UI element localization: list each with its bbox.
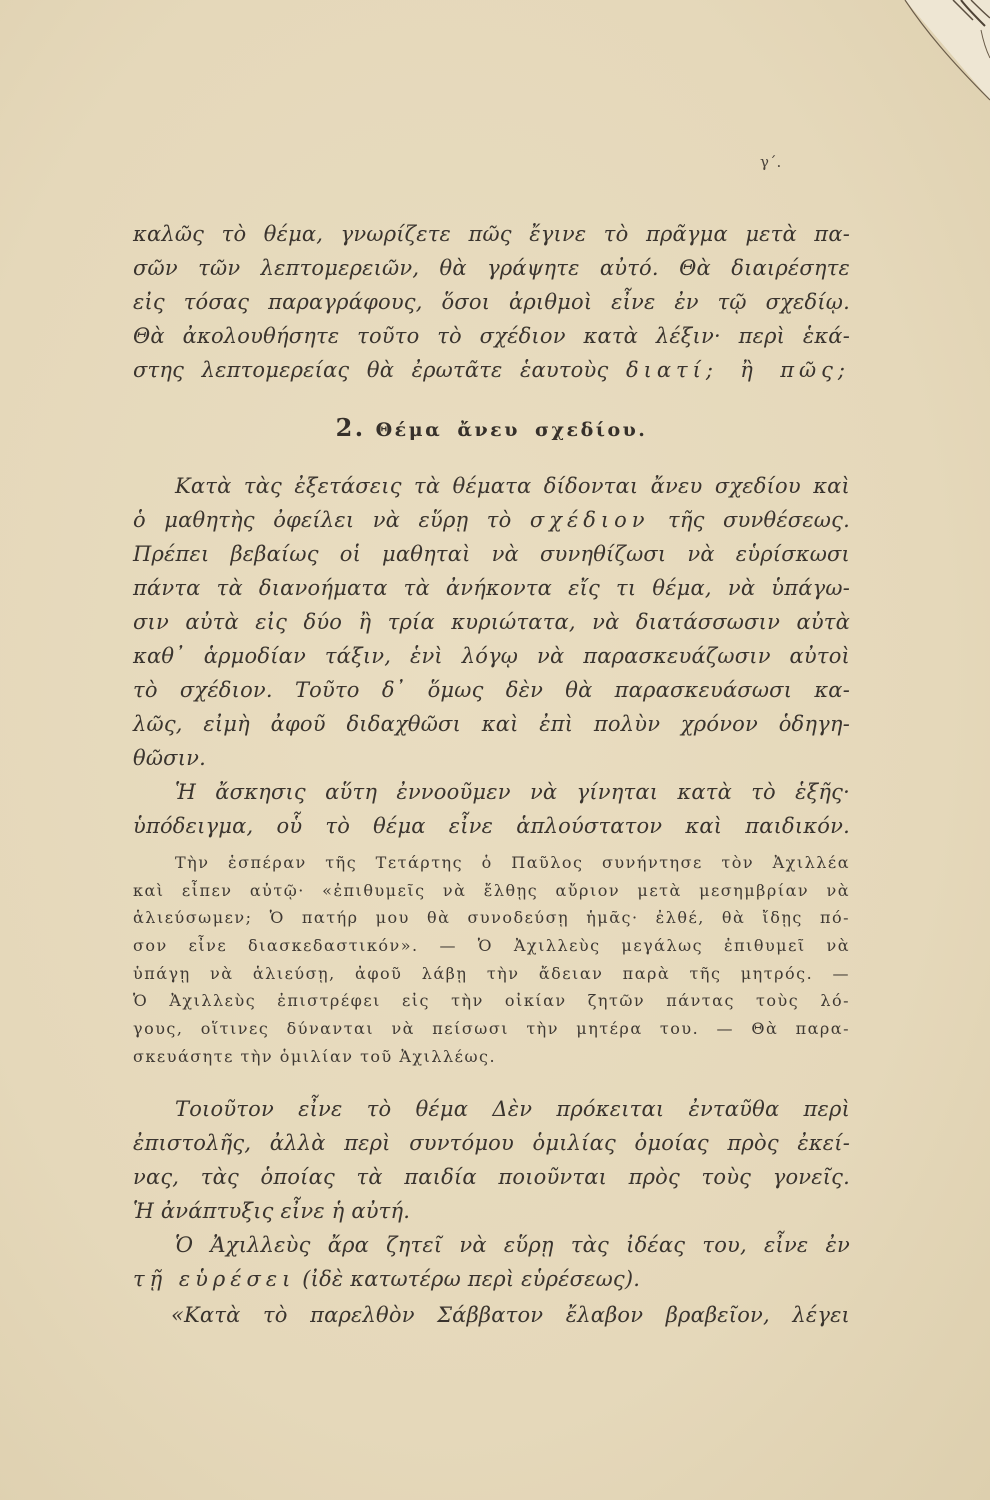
text-segment: τῆς συνθέσεως. bbox=[668, 508, 850, 532]
paragraph-3 bbox=[133, 775, 850, 843]
text-line: καὶ εἶπεν αὐτῷ· «ἐπιθυμεῖς νὰ ἔλθῃς αὔριον μετὰ μεσημβρίαν νὰ bbox=[133, 880, 850, 900]
paragraph-2 bbox=[133, 469, 850, 775]
text-line: Ἡ ἄσκησις αὕτη ἐννοοῦμεν νὰ γίνηται κατὰ τὸ ἑξῆς· bbox=[175, 780, 850, 804]
text-segment: στης λεπτομερείας θὰ ἐρωτᾶτε ἑαυτοὺς bbox=[133, 358, 609, 382]
section-title: Θέμα ἄνευ σχεδίου. bbox=[375, 419, 648, 441]
text-line: ὑπάγῃ νὰ ἁλιεύσῃ, ἀφοῦ λάβῃ τὴν ἄδειαν παρὰ τῆς μητρός. — bbox=[133, 963, 850, 983]
text-line: ἐπιστολῆς, ἀλλὰ περὶ συντόμου ὁμιλίας ὁμοίας πρὸς ἐκεί- bbox=[133, 1131, 850, 1155]
text-line bbox=[133, 1262, 850, 1296]
spaced-emphasis: διατί; ἢ πῶς; bbox=[625, 358, 850, 382]
text-line: νας, τὰς ὁποίας τὰ παιδία ποιοῦνται πρὸς τοὺς γονεῖς. bbox=[133, 1165, 850, 1189]
paragraph-1 bbox=[133, 217, 850, 387]
page-number: γ΄. bbox=[760, 153, 782, 171]
text-line: σον εἶνε διασκεδαστικόν». — Ὁ Ἀχιλλεὺς μεγάλως ἐπιθυμεῖ νὰ bbox=[133, 936, 850, 956]
paragraph-4 bbox=[133, 1092, 850, 1228]
text-line: καθ᾽ ἁρμοδίαν τάξιν, ἑνὶ λόγῳ νὰ παρασκευάζωσιν αὐτοὶ bbox=[133, 644, 850, 668]
text-line bbox=[133, 503, 850, 537]
text-line: ἁλιεύσωμεν; Ὁ πατήρ μου θὰ συνοδεύσῃ ἡμᾶς· ἐλθέ, θὰ ἴδῃς πό- bbox=[133, 908, 850, 928]
text-segment: (ἰδὲ κατωτέρω περὶ εὑρέσεως). bbox=[302, 1267, 641, 1291]
text-line: καλῶς τὸ θέμα, γνωρίζετε πῶς ἔγινε τὸ πρᾶγμα μετὰ πα- bbox=[133, 222, 850, 246]
text-line: λῶς, εἰμὴ ἀφοῦ διδαχθῶσι καὶ ἐπὶ πολὺν χρόνον ὁδηγη- bbox=[133, 712, 850, 736]
text-line: γους, οἵτινες δύνανται νὰ πείσωσι τὴν μητέρα του. — Θὰ παρα- bbox=[133, 1019, 850, 1039]
text-line: Κατὰ τὰς ἐξετάσεις τὰ θέματα δίδονται ἄνευ σχεδίου καὶ bbox=[175, 474, 850, 498]
text-line: Θὰ ἀκολουθήσητε τοῦτο τὸ σχέδιον κατὰ λέξιν· περὶ ἑκά- bbox=[133, 324, 850, 348]
text-line: πάντα τὰ διανοήματα τὰ ἀνήκοντα εἴς τι θέμα, νὰ ὑπάγω- bbox=[133, 576, 850, 600]
paragraph-6 bbox=[133, 1298, 850, 1332]
text-line: τὸ σχέδιον. Τοῦτο δ᾽ ὅμως δὲν θὰ παρασκευάσωσι κα- bbox=[133, 678, 850, 702]
text-line: Ὁ Ἀχιλλεὺς ἐπιστρέφει εἰς τὴν οἰκίαν ζητῶν πάντας τοὺς λό- bbox=[133, 991, 850, 1011]
text-line: εἰς τόσας παραγράφους, ὅσοι ἀριθμοὶ εἶνε ἐν τῷ σχεδίῳ. bbox=[133, 290, 850, 314]
text-line: «Κατὰ τὸ παρελθὸν Σάββατον ἔλαβον βραβεῖον, λέγει bbox=[171, 1303, 850, 1327]
text-line: Ἡ ἀνάπτυξις εἶνε ἡ αὐτή. bbox=[133, 1199, 411, 1223]
torn-page-corner bbox=[895, 0, 990, 110]
section-heading bbox=[133, 413, 850, 445]
example-passage bbox=[133, 849, 850, 1071]
spaced-emphasis: τῇ εὑρέσει bbox=[133, 1267, 296, 1291]
text-segment: ὁ μαθητὴς ὀφείλει νὰ εὕρῃ τὸ bbox=[133, 508, 512, 532]
text-line: θῶσιν. bbox=[133, 746, 206, 770]
text-line: Τοιοῦτον εἶνε τὸ θέμα Δὲν πρόκειται ἐνταῦθα περὶ bbox=[175, 1097, 850, 1121]
text-line: Πρέπει βεβαίως οἱ μαθηταὶ νὰ συνηθίζωσι νὰ εὑρίσκωσι bbox=[133, 542, 850, 566]
text-line: Τὴν ἑσπέραν τῆς Τετάρτης ὁ Παῦλος συνήντησε τὸν Ἀχιλλέα bbox=[175, 853, 850, 872]
paragraph-5 bbox=[133, 1228, 850, 1296]
text-line: σῶν τῶν λεπτομερειῶν, θὰ γράψητε αὐτό. Θὰ διαιρέσητε bbox=[133, 256, 850, 280]
text-line: ὑπόδειγμα, οὗ τὸ θέμα εἶνε ἁπλούστατον καὶ παιδικόν. bbox=[133, 814, 850, 838]
spaced-emphasis: σχέδιον bbox=[529, 508, 650, 532]
section-number: 2. bbox=[335, 413, 366, 442]
text-line bbox=[133, 353, 850, 387]
text-line: σκευάσητε τὴν ὁμιλίαν τοῦ Ἀχιλλέως. bbox=[133, 1046, 497, 1066]
text-line: Ὁ Ἀχιλλεὺς ἄρα ζητεῖ νὰ εὕρῃ τὰς ἰδέας του, εἶνε ἐν bbox=[175, 1233, 850, 1257]
text-line: σιν αὐτὰ εἰς δύο ἢ τρία κυριώτατα, νὰ διατάσσωσιν αὐτὰ bbox=[133, 610, 850, 634]
